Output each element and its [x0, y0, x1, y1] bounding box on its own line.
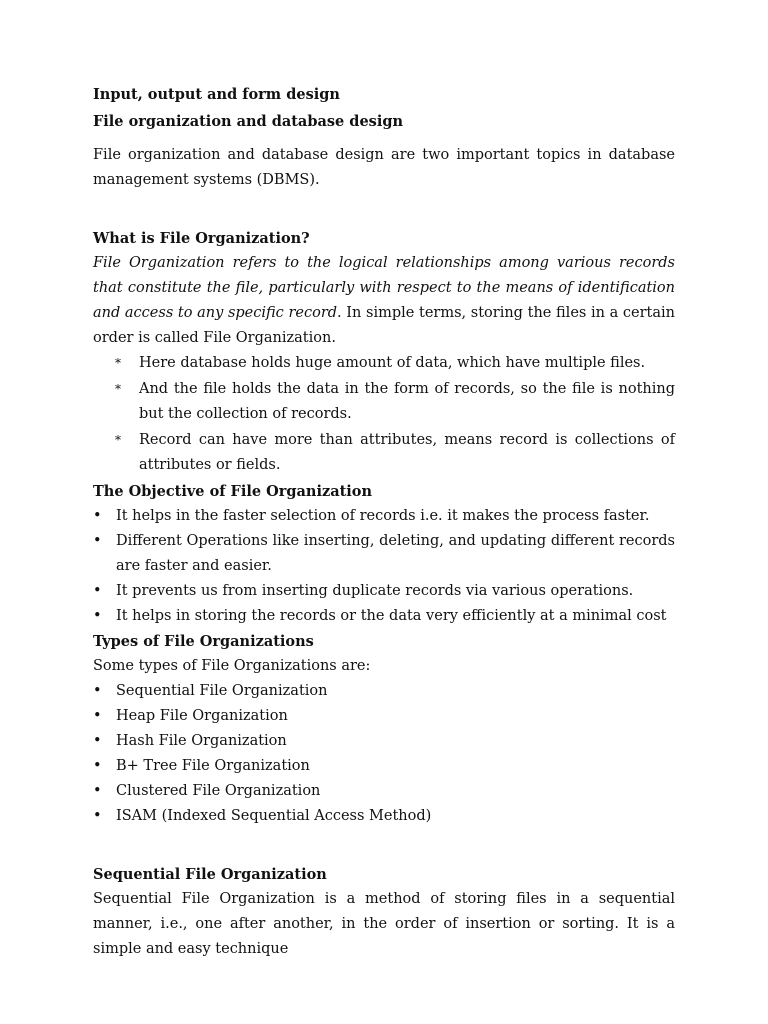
definition-rest: In simple terms, storing the files in a certain order is called File Organization. — [93, 305, 675, 346]
bullet-marker: • — [93, 683, 102, 699]
star-marker: * — [115, 356, 121, 370]
heading-sequential: Sequential File Organization — [93, 866, 327, 883]
list-item: * And the file holds the data in the form of records, so the file is nothing but the collection of records. — [93, 377, 675, 427]
list-item: • It prevents us from inserting duplicate records via various operations. — [93, 579, 675, 604]
bullet-marker: • — [93, 533, 102, 549]
heading-objective: The Objective of File Organization — [93, 483, 373, 500]
file-organization-points — [93, 351, 675, 478]
types-lead: Some types of File Organizations are: — [93, 658, 371, 674]
heading-what-is-file-organization: What is File Organization? — [93, 230, 310, 247]
list-item: • Sequential File Organization — [93, 679, 675, 704]
bullet-marker: • — [93, 708, 102, 724]
star-marker: * — [115, 433, 121, 447]
bullet-marker: • — [93, 783, 102, 799]
list-item: • B+ Tree File Organization — [93, 754, 675, 779]
list-item: • Hash File Organization — [93, 729, 675, 754]
objective-list — [93, 504, 675, 629]
heading-input-output: Input, output and form design — [93, 86, 340, 103]
list-item: • It helps in storing the records or the data very efficiently at a minimal cost — [93, 604, 675, 629]
list-item: * Record can have more than attributes, means record is collections of attributes or fields. — [93, 428, 675, 478]
bullet-marker: • — [93, 733, 102, 749]
list-item: * Here database holds huge amount of data, which have multiple files. — [93, 351, 675, 376]
definition-paragraph — [93, 251, 675, 351]
list-item: • Clustered File Organization — [93, 779, 675, 804]
bullet-marker: • — [93, 758, 102, 774]
sequential-paragraph: Sequential File Organization is a method of storing files in a sequential manner, i.e., one after another, in the order of insertion or sorting. It is a simple and easy technique — [93, 891, 675, 957]
star-marker: * — [115, 382, 121, 396]
list-item: • ISAM (Indexed Sequential Access Method) — [93, 804, 675, 829]
definition-italic: File Organization refers to the logical relationships among various records that constitute the file, particularly with respect to the means of identification and access to any specific record. — [93, 255, 675, 321]
bullet-marker: • — [93, 583, 102, 599]
heading-types: Types of File Organizations — [93, 633, 314, 650]
intro-paragraph: File organization and database design are two important topics in database management systems (DBMS). — [93, 147, 675, 188]
heading-file-organization-db: File organization and database design — [93, 113, 404, 130]
list-item: • It helps in the faster selection of records i.e. it makes the process faster. — [93, 504, 675, 529]
list-item: • Different Operations like inserting, deleting, and updating different records are faster and easier. — [93, 529, 675, 579]
bullet-marker: • — [93, 508, 102, 524]
list-item: • Heap File Organization — [93, 704, 675, 729]
types-list — [93, 679, 675, 829]
bullet-marker: • — [93, 608, 102, 624]
document-body — [93, 82, 675, 962]
bullet-marker: • — [93, 808, 102, 824]
